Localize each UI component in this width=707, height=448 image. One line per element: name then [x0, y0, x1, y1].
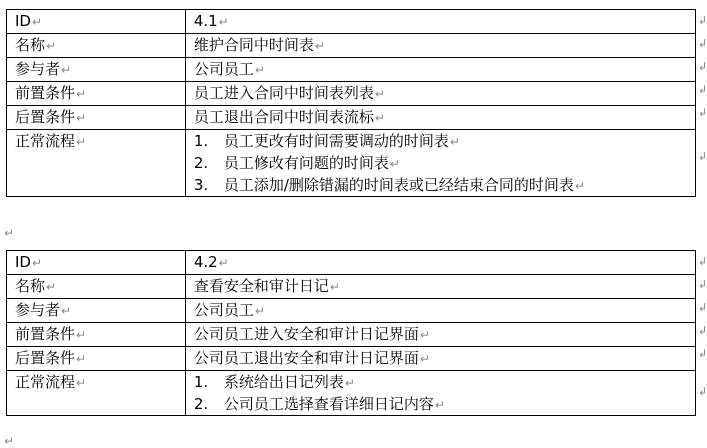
row-label-cell	[7, 347, 186, 371]
use-case-table-1	[6, 9, 696, 197]
row-end-mark: ↲	[698, 150, 707, 163]
paragraph-mark: ↵	[344, 376, 355, 390]
row-value-cell	[185, 347, 695, 371]
cell-end-mark: ↵	[374, 111, 385, 125]
row-end-mark: ↲	[698, 83, 707, 96]
flow-step-list	[194, 371, 695, 415]
row-label: 前置条件	[15, 325, 76, 343]
list-item	[194, 152, 695, 174]
row-label-cell	[7, 106, 186, 130]
cell-end-mark: ↵	[46, 280, 57, 294]
row-value-cell	[185, 299, 695, 323]
row-value: 员工退出合同中时间表流标	[193, 108, 374, 126]
cell-end-mark: ↵	[374, 87, 385, 101]
flow-step-list	[194, 130, 695, 196]
row-value-cell	[185, 58, 695, 82]
flow-label-cell	[7, 130, 186, 197]
cell-end-mark: ↵	[61, 304, 72, 318]
flow-steps-cell	[185, 371, 695, 416]
row-value: 公司员工	[193, 301, 254, 319]
flow-label-cell	[7, 371, 186, 416]
step-text: 员工修改有问题的时间表	[223, 154, 389, 172]
cell-end-mark: ↵	[61, 63, 72, 77]
cell-end-mark: ↵	[419, 352, 430, 366]
row-value: 公司员工退出安全和审计日记界面	[193, 349, 419, 367]
row-value: 查看安全和审计日记	[193, 277, 329, 295]
row-value: 公司员工进入安全和审计日记界面	[193, 325, 419, 343]
table-row	[7, 106, 696, 130]
paragraph-mark: ↵	[4, 226, 15, 240]
row-label-cell	[7, 299, 186, 323]
cell-end-mark: ↵	[46, 39, 57, 53]
row-label: 名称	[15, 277, 46, 295]
step-number: 1.	[193, 373, 209, 391]
row-label-cell	[7, 34, 186, 58]
flow-steps-cell	[185, 130, 695, 197]
cell-end-mark: ↵	[574, 179, 585, 193]
table-row	[7, 299, 696, 323]
row-label: 前置条件	[15, 84, 76, 102]
row-value-cell	[185, 323, 695, 347]
row-label: ID	[15, 253, 31, 271]
row-end-mark: ↲	[698, 278, 707, 291]
cell-end-mark: ↵	[76, 328, 87, 342]
paragraph-mark: ↵	[389, 157, 400, 171]
use-case-table-2	[6, 250, 696, 416]
row-label-cell	[7, 275, 186, 299]
cell-end-mark: ↵	[76, 135, 87, 149]
table-row-flow	[7, 130, 696, 197]
row-value: 维护合同中时间表	[193, 36, 314, 54]
step-text: 系统给出日记列表	[223, 373, 344, 391]
row-end-mark: ↲	[698, 324, 707, 337]
row-value: 4.2	[193, 253, 218, 271]
list-item	[194, 174, 695, 196]
row-value: 员工进入合同中时间表列表	[193, 84, 374, 102]
cell-end-mark: ↵	[76, 352, 87, 366]
table-row	[7, 10, 696, 34]
row-end-mark: ↲	[698, 60, 707, 73]
cell-end-mark: ↵	[218, 256, 229, 270]
cell-end-mark: ↵	[329, 280, 340, 294]
cell-end-mark: ↵	[254, 304, 265, 318]
row-value-cell	[185, 34, 695, 58]
list-item	[194, 371, 695, 393]
cell-end-mark: ↵	[419, 328, 430, 342]
row-label-cell	[7, 251, 186, 275]
table-row-flow	[7, 371, 696, 416]
table-row	[7, 58, 696, 82]
step-number: 3.	[193, 176, 209, 194]
row-end-mark: ↲	[698, 255, 707, 268]
row-value: 公司员工	[193, 60, 254, 78]
cell-end-mark: ↵	[76, 111, 87, 125]
row-label: 名称	[15, 36, 46, 54]
table-row	[7, 323, 696, 347]
row-value-cell	[185, 106, 695, 130]
table-row	[7, 34, 696, 58]
row-value-cell	[185, 251, 695, 275]
cell-end-mark: ↵	[218, 15, 229, 29]
cell-end-mark: ↵	[434, 398, 445, 412]
cell-end-mark: ↵	[76, 376, 87, 390]
cell-end-mark: ↵	[31, 15, 43, 29]
cell-end-mark: ↵	[31, 256, 43, 270]
cell-end-mark: ↵	[254, 63, 265, 77]
table-row	[7, 251, 696, 275]
step-number: 1.	[193, 132, 209, 150]
step-text: 员工添加/删除错漏的时间表或已经结束合同的时间表	[223, 176, 574, 194]
table-row	[7, 347, 696, 371]
row-value-cell	[185, 275, 695, 299]
step-text: 员工更改有时间需要调动的时间表	[223, 132, 449, 150]
row-value-cell	[185, 82, 695, 106]
paragraph-mark: ↵	[4, 434, 15, 448]
row-end-mark: ↲	[698, 385, 707, 398]
step-number: 2.	[193, 154, 209, 172]
table-row	[7, 275, 696, 299]
row-end-mark: ↲	[698, 347, 707, 360]
row-label-cell	[7, 82, 186, 106]
row-end-mark: ↲	[698, 14, 707, 27]
row-label: 后置条件	[15, 108, 76, 126]
step-number: 2.	[193, 395, 209, 413]
flow-label: 正常流程	[15, 373, 76, 391]
list-item	[194, 393, 695, 415]
list-item	[194, 130, 695, 152]
row-label: 参与者	[15, 60, 61, 78]
row-end-mark: ↲	[698, 301, 707, 314]
row-label-cell	[7, 58, 186, 82]
row-label: 后置条件	[15, 349, 76, 367]
row-label-cell	[7, 323, 186, 347]
row-value: 4.1	[193, 12, 218, 30]
cell-end-mark: ↵	[76, 87, 87, 101]
flow-label: 正常流程	[15, 132, 76, 150]
row-end-mark: ↲	[698, 106, 707, 119]
row-label: ID	[15, 12, 31, 30]
step-text: 公司员工选择查看详细日记内容	[223, 395, 434, 413]
table-row	[7, 82, 696, 106]
paragraph-mark: ↵	[449, 135, 460, 149]
cell-end-mark: ↵	[314, 39, 325, 53]
row-label-cell	[7, 10, 186, 34]
row-value-cell	[185, 10, 695, 34]
row-end-mark: ↲	[698, 37, 707, 50]
row-label: 参与者	[15, 301, 61, 319]
